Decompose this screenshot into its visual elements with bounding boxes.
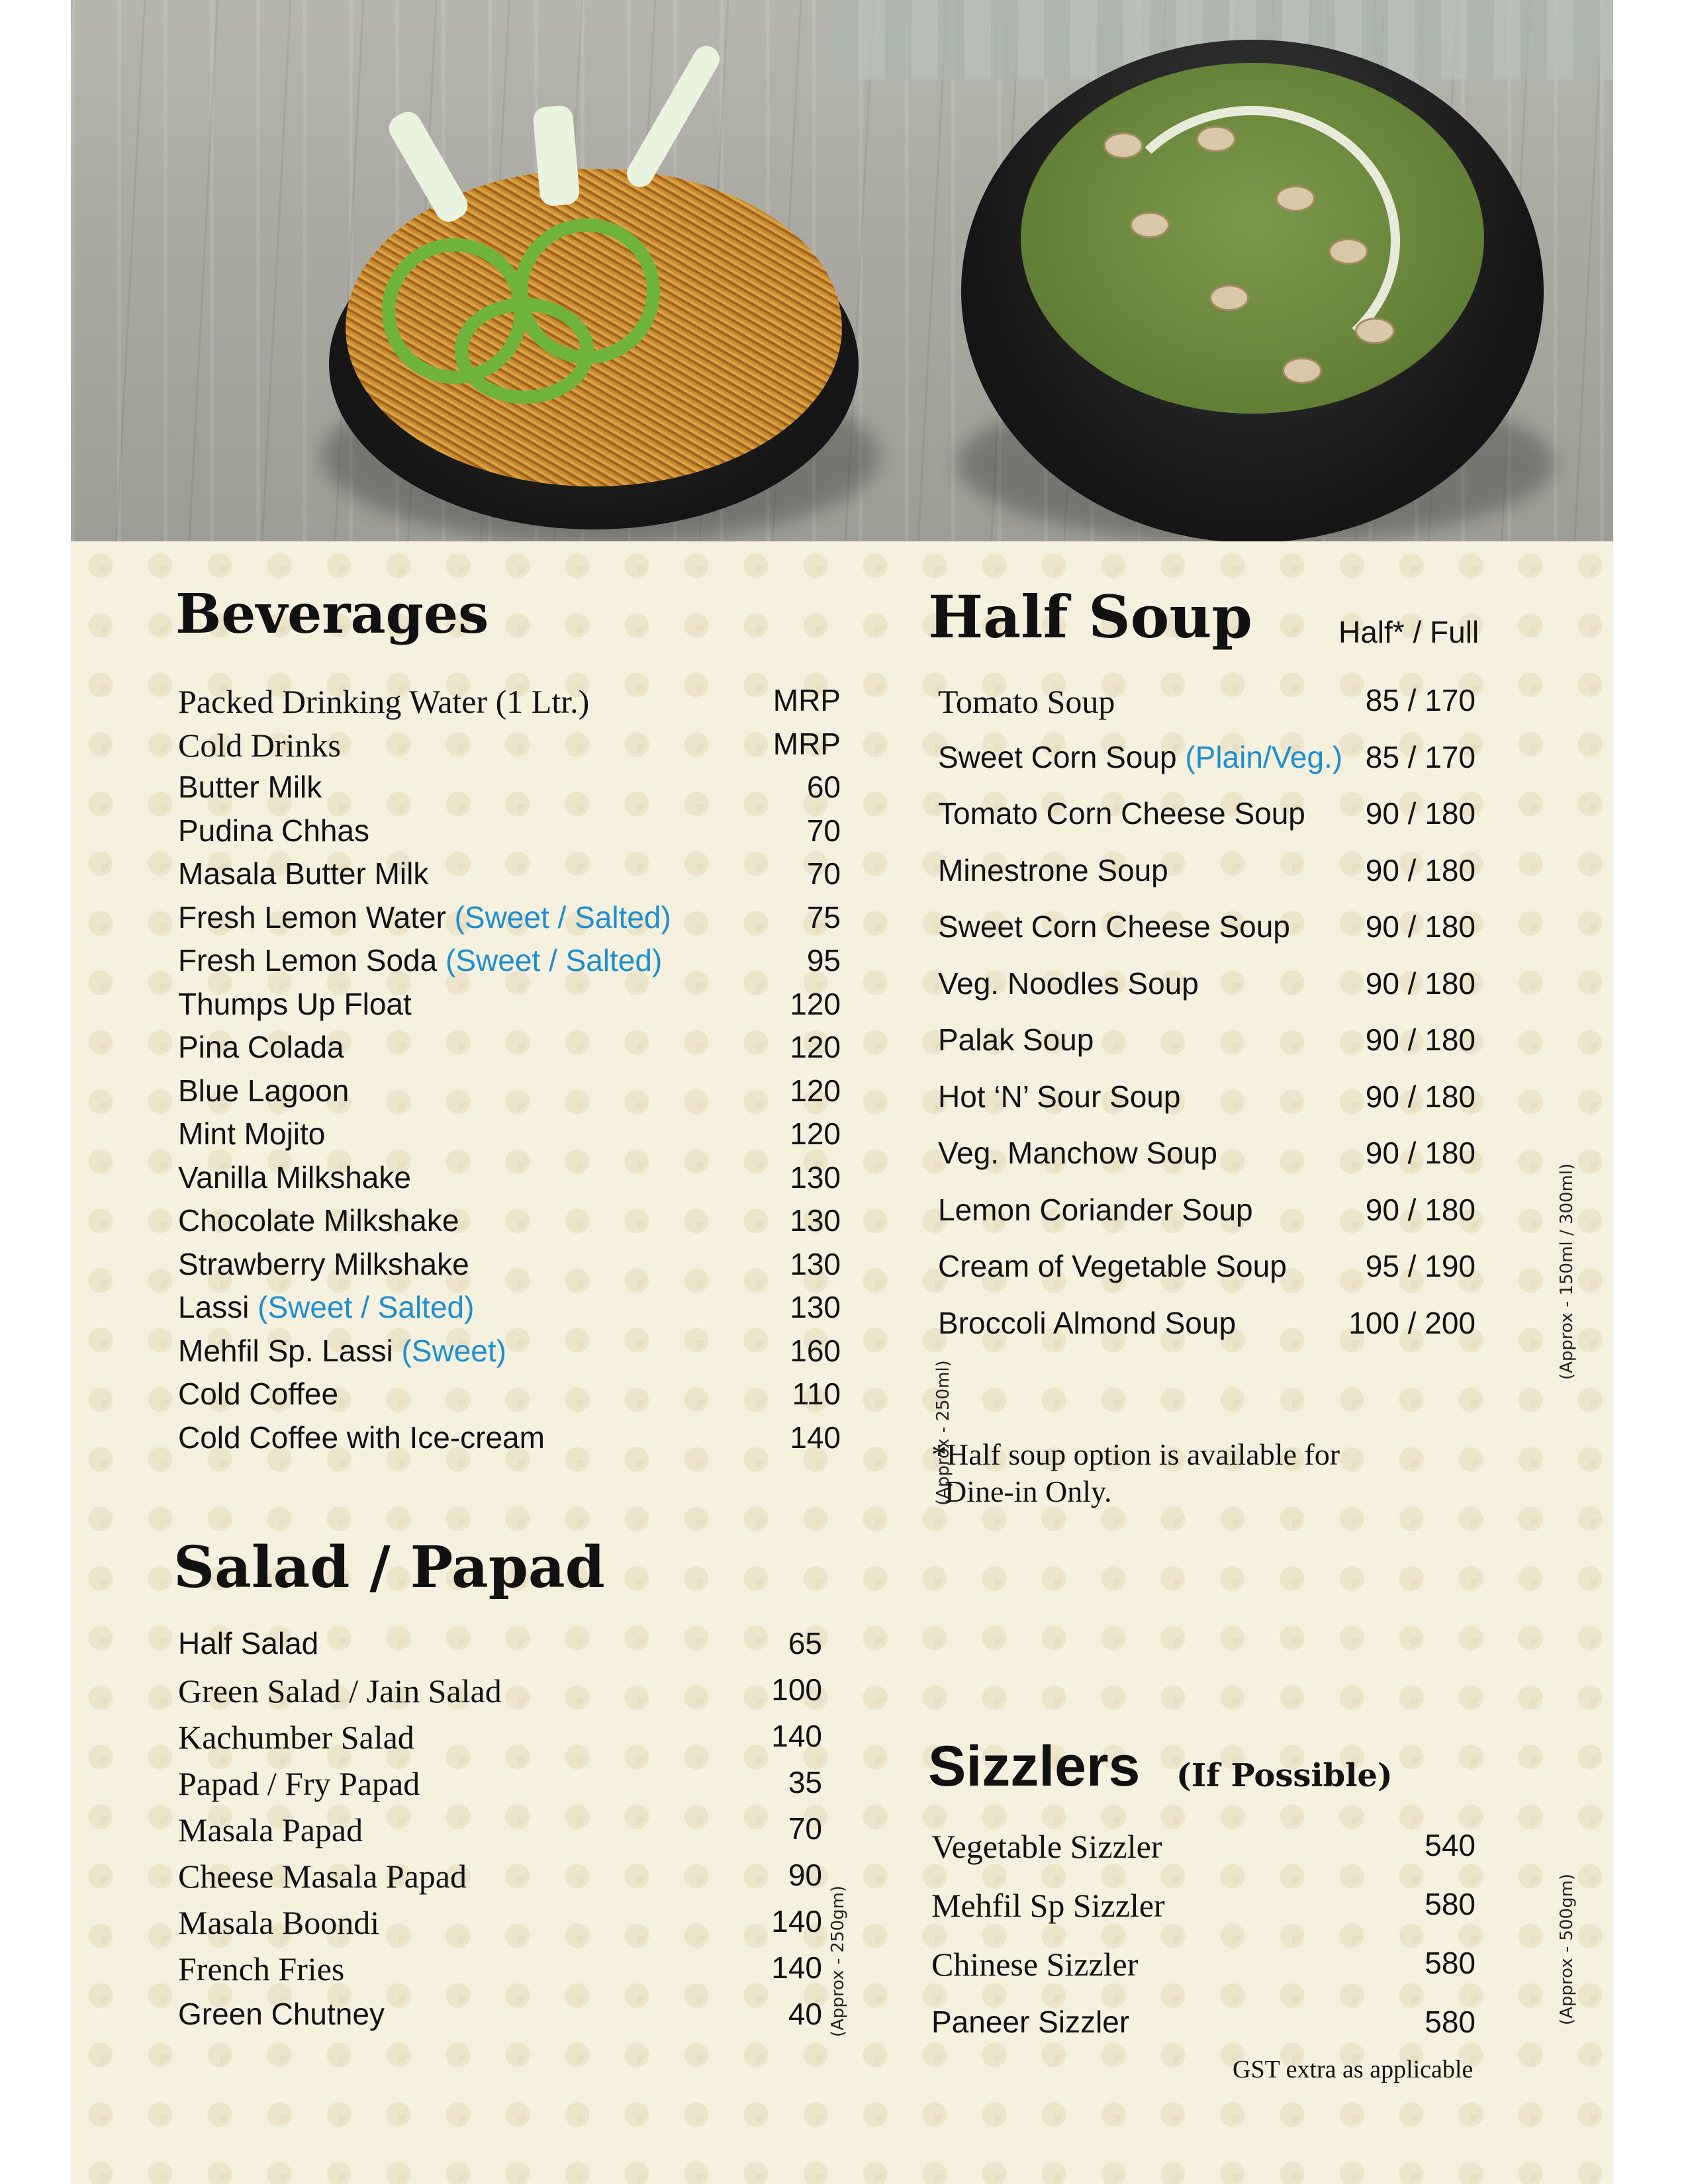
salad-row-price: 35 — [788, 1765, 822, 1799]
almond-flake — [1282, 357, 1322, 384]
almond-flake — [1130, 212, 1170, 238]
soup-row-price: 95 / 190 — [1365, 1249, 1476, 1283]
salad-papad-title: Salad / Papad — [173, 1534, 605, 1601]
item-name: Paneer Sizzler — [931, 2005, 1130, 2039]
salad-row-name — [178, 1813, 363, 1846]
almond-flake — [1103, 132, 1143, 159]
item-name: Thumps Up Float — [178, 986, 412, 1021]
beverage-row-name — [178, 685, 589, 718]
salad-approx-note: (Approx - 250gm) — [828, 1885, 848, 2037]
item-option-note: (Plain/Veg.) — [1185, 739, 1343, 774]
beverage-row-name — [178, 945, 662, 976]
beverage-row-price: 70 — [806, 813, 841, 848]
soup-row-name — [938, 1081, 1180, 1112]
beverage-row-name — [178, 815, 369, 846]
sizzlers-title: Sizzlers — [928, 1735, 1141, 1798]
item-name: Cold Coffee with Ice-cream — [178, 1420, 545, 1455]
sizzler-row-price: 580 — [1425, 1946, 1476, 1980]
item-name: Blue Lagoon — [178, 1073, 350, 1108]
item-name: Veg. Manchow Soup — [938, 1136, 1217, 1170]
item-option-note: (Sweet / Salted) — [445, 943, 663, 978]
soup-row-price: 90 / 180 — [1365, 852, 1476, 887]
item-name: Tomato Corn Cheese Soup — [938, 796, 1305, 831]
item-name: Strawberry Milkshake — [178, 1246, 469, 1281]
beverage-row-price: 130 — [790, 1246, 841, 1281]
salad-row-price: 70 — [788, 1811, 822, 1846]
item-name: Chinese Sizzler — [931, 1946, 1139, 1983]
item-name: Kachumber Salad — [178, 1719, 414, 1756]
beverage-row-price: 120 — [790, 1116, 841, 1151]
beverage-row-name — [178, 1162, 411, 1193]
sizzler-row-price: 580 — [1425, 1887, 1476, 1921]
salad-row-price: 140 — [771, 1904, 822, 1938]
beverage-row-price: 60 — [806, 770, 841, 804]
salad-row-name — [178, 1674, 502, 1707]
item-option-note: (Sweet / Salted) — [258, 1290, 475, 1324]
beverage-row-price: 95 — [806, 943, 841, 978]
food-photo-banner — [71, 0, 1613, 541]
soup-row-price: 90 / 180 — [1365, 909, 1476, 944]
item-name: Butter Milk — [178, 770, 322, 804]
soup-row-name — [938, 1305, 1237, 1340]
sizzler-row-price: 580 — [1425, 2005, 1476, 2039]
item-name: Cold Drinks — [178, 726, 341, 764]
item-name: Masala Papad — [178, 1811, 363, 1848]
sizzler-row-price: 540 — [1425, 1828, 1476, 1862]
beverage-row-price: 130 — [790, 1290, 841, 1324]
item-name: Pina Colada — [178, 1030, 344, 1064]
item-name: Masala Boondi — [178, 1904, 380, 1941]
soup-row-name — [938, 968, 1199, 999]
beverage-row-name — [178, 1118, 325, 1149]
spring-onion — [532, 105, 581, 207]
almond-flake — [1196, 126, 1236, 152]
almond-flake — [1355, 318, 1395, 344]
beverage-row-name — [178, 726, 341, 764]
beverage-row-name — [178, 772, 322, 802]
soup-row-price: 100 / 200 — [1348, 1305, 1476, 1340]
item-name: Mehfil Sp. Lassi — [178, 1333, 402, 1368]
item-name: Palak Soup — [938, 1023, 1094, 1057]
soup-row-name — [938, 1024, 1094, 1055]
beverage-row-price: MRP — [773, 726, 841, 761]
soup-row-price: 90 / 180 — [1365, 796, 1476, 831]
item-name: Tomato Soup — [938, 683, 1115, 720]
item-name: Cold Coffee — [178, 1377, 339, 1411]
almond-flake — [1276, 185, 1315, 212]
beverage-row-price: 75 — [806, 899, 841, 934]
soup-row-price: 85 / 170 — [1365, 739, 1476, 774]
half-soup-footnote-line1: *Half soup option is available for — [931, 1437, 1340, 1471]
sizzler-row-name — [931, 1948, 1138, 1981]
salad-row-name — [178, 1767, 420, 1800]
beverage-row-name — [178, 1292, 474, 1322]
beverage-row-name — [178, 1032, 344, 1062]
beverage-row-name — [178, 899, 671, 934]
salad-row-price: 90 — [788, 1858, 822, 1892]
beverages-title: Beverages — [175, 582, 489, 646]
item-name: Mint Mojito — [178, 1116, 326, 1151]
salad-row-name — [178, 1999, 385, 2029]
salad-row-name — [178, 1952, 344, 1985]
beverage-row-price: 70 — [806, 856, 841, 891]
item-name: Chocolate Milkshake — [178, 1203, 459, 1238]
item-name: Green Chutney — [178, 1997, 385, 2031]
beverage-row-price: 120 — [790, 986, 841, 1021]
beverage-row-price: MRP — [773, 683, 841, 717]
soup-row-name — [938, 739, 1343, 774]
item-name: Broccoli Almond Soup — [938, 1305, 1237, 1340]
pepper-ring — [455, 298, 594, 404]
sizzler-row-name — [931, 1889, 1165, 1922]
salad-row-name — [178, 1860, 467, 1893]
item-option-note: (Sweet) — [401, 1333, 506, 1368]
beverage-row-name — [178, 986, 412, 1021]
beverage-row-name — [178, 1333, 506, 1368]
item-name: Vegetable Sizzler — [931, 1828, 1162, 1865]
soup-row-name — [938, 1251, 1287, 1281]
spring-onion — [622, 41, 725, 192]
half-soup-footnote-line2: Dine-in Only. — [945, 1475, 1112, 1508]
salad-row-name — [178, 1628, 318, 1659]
item-name: Masala Butter Milk — [178, 856, 429, 891]
half-soup-title: Half Soup — [928, 582, 1252, 651]
beverage-row-name — [178, 1379, 338, 1409]
item-name: Vanilla Milkshake — [178, 1160, 411, 1195]
soup-row-name — [938, 852, 1168, 887]
beverage-row-price: 120 — [790, 1073, 841, 1108]
soup-row-name — [938, 1192, 1253, 1227]
soup-row-price: 85 / 170 — [1365, 683, 1476, 717]
soup-approx-note: (Approx - 150ml / 300ml) — [1557, 1163, 1577, 1380]
item-name: Cream of Vegetable Soup — [938, 1249, 1287, 1283]
item-name: Lemon Coriander Soup — [938, 1192, 1253, 1227]
beverage-row-price: 110 — [792, 1377, 841, 1411]
sizzler-row-name — [931, 2007, 1129, 2037]
soup-row-price: 90 / 180 — [1365, 1023, 1476, 1057]
salad-row-price: 65 — [788, 1626, 822, 1661]
salad-row-price: 40 — [788, 1997, 822, 2031]
item-name: Cheese Masala Papad — [178, 1858, 467, 1895]
item-name: Papad / Fry Papad — [178, 1765, 420, 1802]
beverage-row-name — [178, 1205, 459, 1236]
item-name: Sweet Corn Soup — [938, 739, 1186, 774]
item-name: Veg. Noodles Soup — [938, 966, 1199, 1001]
item-name: Sweet Corn Cheese Soup — [938, 909, 1290, 944]
item-name: French Fries — [178, 1950, 345, 1987]
salad-row-name — [178, 1906, 379, 1939]
menu-page — [71, 0, 1613, 2184]
item-name: Minestrone Soup — [938, 852, 1168, 887]
item-name: Half Salad — [178, 1626, 319, 1661]
item-name: Fresh Lemon Soda — [178, 943, 446, 978]
gst-note: GST extra as applicable — [1233, 2056, 1474, 2083]
soup-row-price: 90 / 180 — [1365, 1136, 1476, 1170]
almond-flake — [1329, 238, 1368, 265]
item-name: Lassi — [178, 1290, 258, 1324]
beverage-row-price: 130 — [790, 1160, 841, 1195]
beverage-row-price: 120 — [790, 1030, 841, 1064]
salad-row-price: 140 — [771, 1950, 822, 1985]
beverage-row-name — [178, 1422, 545, 1453]
soup-row-name — [938, 685, 1115, 718]
item-name: Green Salad / Jain Salad — [178, 1672, 502, 1709]
beverage-row-name — [178, 858, 428, 889]
beverage-row-price: 130 — [790, 1203, 841, 1238]
item-name: Hot ‘N’ Sour Soup — [938, 1079, 1181, 1114]
item-name: Pudina Chhas — [178, 813, 369, 848]
soup-row-price: 90 / 180 — [1365, 1192, 1476, 1227]
soup-row-price: 90 / 180 — [1365, 966, 1476, 1001]
half-full-header: Half* / Full — [1338, 615, 1479, 649]
beverages-approx-note: (Approx - 250ml) — [933, 1360, 953, 1506]
sizzlers-subtitle: (If Possible) — [1176, 1757, 1393, 1794]
salad-row-name — [178, 1721, 414, 1754]
sizzlers-approx-note: (Approx - 500gm) — [1557, 1873, 1577, 2025]
soup-row-name — [938, 911, 1290, 942]
salad-row-price: 140 — [771, 1719, 822, 1753]
beverage-row-name — [178, 1075, 349, 1106]
item-name: Mehfil Sp Sizzler — [931, 1887, 1165, 1924]
item-name: Fresh Lemon Water — [178, 899, 455, 934]
item-name: Packed Drinking Water (1 Ltr.) — [178, 683, 590, 720]
item-option-note: (Sweet / Salted) — [454, 899, 671, 934]
almond-flake — [1209, 285, 1249, 311]
sizzler-row-name — [931, 1830, 1162, 1863]
beverage-row-name — [178, 1246, 469, 1281]
soup-row-name — [938, 1138, 1217, 1168]
salad-row-price: 100 — [771, 1672, 822, 1707]
beverage-row-price: 140 — [790, 1420, 841, 1455]
soup-row-name — [938, 798, 1305, 829]
soup-row-price: 90 / 180 — [1365, 1079, 1476, 1114]
beverage-row-price: 160 — [790, 1333, 841, 1368]
